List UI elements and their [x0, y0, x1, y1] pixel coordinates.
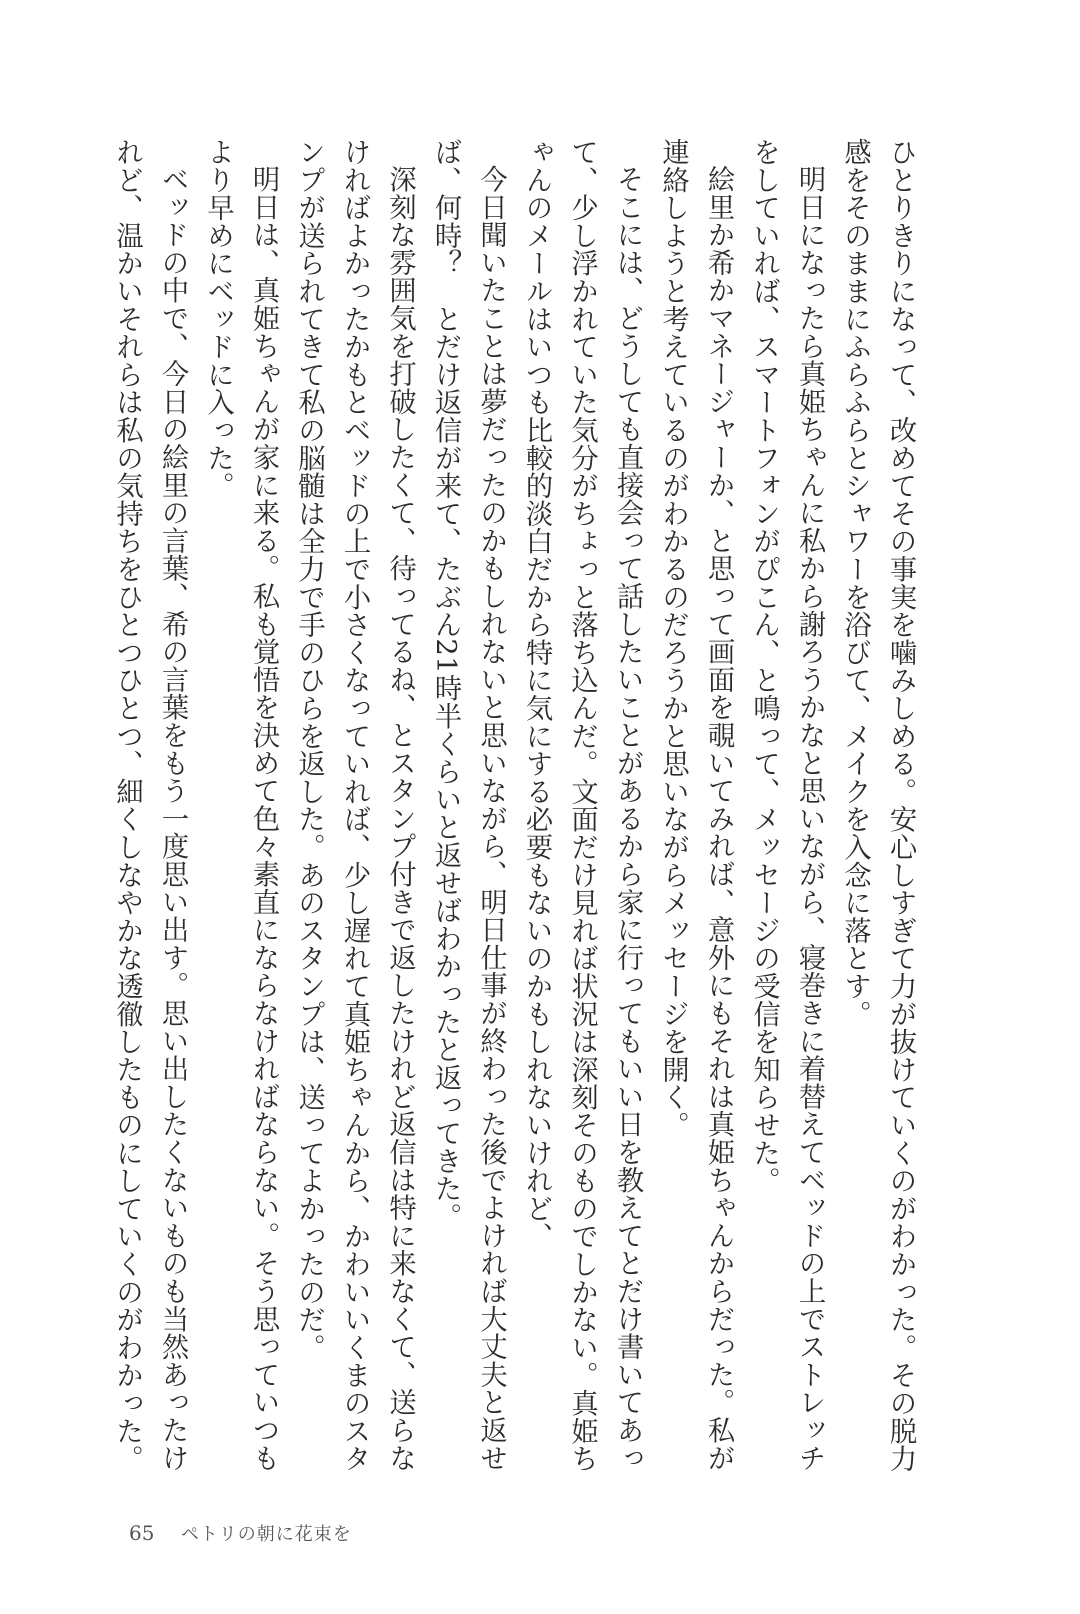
- paragraph-7: 明日は、真姫ちゃんが家に来る。私も覚悟を決めて色々素直にならなければならない。そう思っていつもより早めにベッドに入った。: [202, 138, 279, 1472]
- page-number: 65: [129, 1521, 155, 1545]
- page-footer: [129, 1520, 352, 1546]
- paragraph-1: ひとりきりになって、改めてその事実を噛みしめる。安心しすぎて力が抜けていくのがわかった。その脱力感をそのままにふらふらとシャワーを浴びて、メイクを入念に落とす。: [839, 138, 916, 1473]
- paragraph-6: 深刻な雰囲気を打破したくて、待ってるね、とスタンプ付きで返したけれど返信は特に来なくて、送らなければよかったかもとベッドの上で小さくなっていれば、少し遅れて真姫ちゃんから、かわいいくまのスタンプが送られてきて私の脳髄は全力で手のひらを返した。あのスタンプは、送ってよかったのだ。: [293, 138, 416, 1473]
- paragraph-3: 絵里か希かマネージャーか、と思って画面を覗いてみれば、意外にもそれは真姫ちゃんからだった。私が連絡しようと考えているのがわかるのだろうかと思いながらメッセージを開く。: [657, 138, 734, 1472]
- paragraph-4: そこには、どうしても直接会って話したいことがあるから家に行ってもいい日を教えてとだけ書いてあって、少し浮かれていた気分がちょっと落ち込んだ。文面だけ見れば状況は深刻そのものでしかない。真姫ちゃんのメールはいつも比較的淡白だから特に気にする必要もないのかもしれないけれど、: [521, 138, 643, 1473]
- paragraph-8: ベッドの中で、今日の絵里の言葉、希の言葉をもう一度思い出す。思い出したくないものも当然あったけれど、温かいそれらは私の気持ちをひとつひとつ、細くしなやかな透徹したものにしていくのがわかった。: [111, 138, 188, 1473]
- paragraph-2: 明日になったら真姫ちゃんに私から謝ろうかなと思いながら、寝巻きに着替えてベッドの上でストレッチをしていれば、スマートフォンがぴこん、と鳴って、メッセージの受信を知らせた。: [748, 138, 825, 1472]
- book-title: ペトリの朝に花束を: [180, 1524, 352, 1545]
- paragraph-5: 今日聞いたことは夢だったのかもしれないと思いながら、明日仕事が終わった後でよければ大丈夫と返せば、何時？ とだけ返信が来て、たぶん21時半くらいと返せばわかったと返ってきた。: [430, 138, 507, 1472]
- vertical-text-body: [111, 138, 923, 1473]
